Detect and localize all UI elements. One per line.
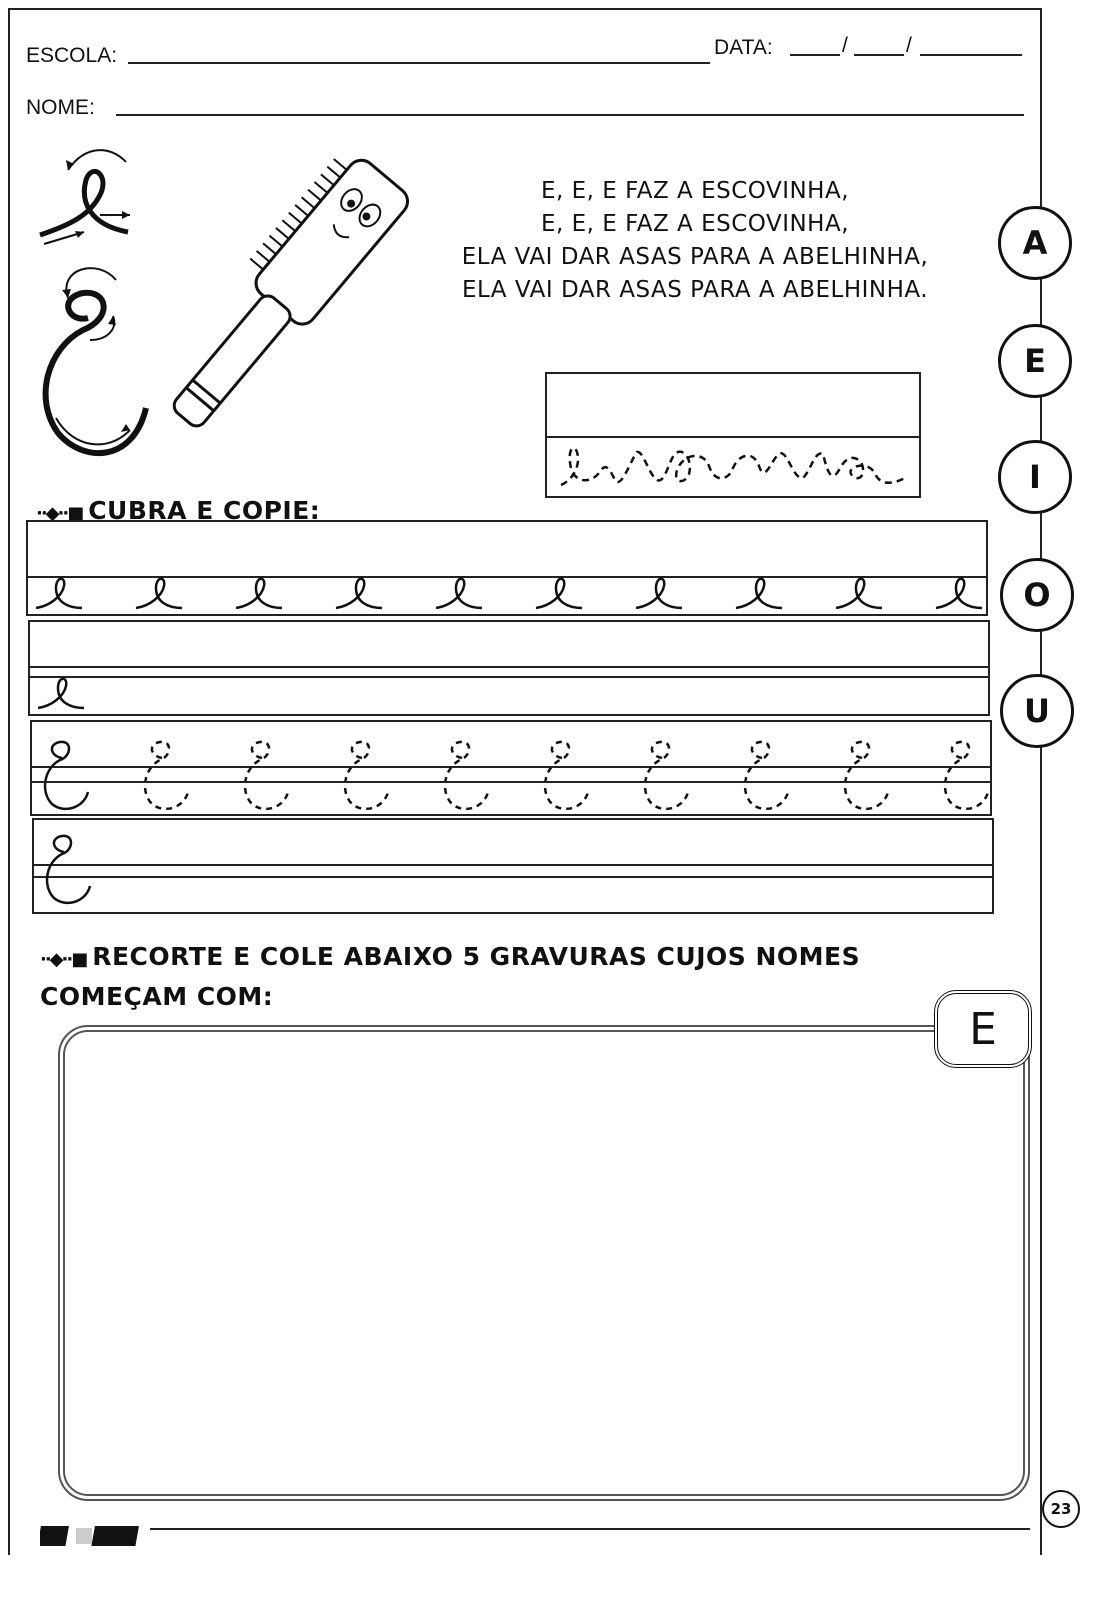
song-line: E, E, E FAZ A ESCOVINHA, bbox=[540, 178, 850, 204]
song-verse bbox=[395, 175, 995, 307]
school-label: ESCOLA: bbox=[26, 44, 118, 67]
vowel-i: I bbox=[998, 440, 1072, 514]
paste-instruction-line2: COMEÇAM COM: bbox=[40, 982, 274, 1011]
uppercase-E-model bbox=[34, 820, 114, 912]
paste-area[interactable] bbox=[58, 1025, 1030, 1501]
cursive-e-stroke-guide-icon bbox=[30, 140, 140, 250]
name-field[interactable] bbox=[116, 114, 1024, 116]
writing-row-lowercase-trace[interactable] bbox=[26, 520, 988, 616]
name-label: NOME: bbox=[26, 96, 95, 119]
date-month-field[interactable] bbox=[854, 54, 904, 56]
date-label: DATA: bbox=[714, 36, 773, 59]
uppercase-E-trace-marks bbox=[32, 722, 990, 814]
writing-row-uppercase-trace[interactable] bbox=[30, 720, 992, 816]
toothbrush-character-icon bbox=[150, 122, 430, 462]
date-separator: / bbox=[906, 34, 912, 57]
footer-rule bbox=[150, 1528, 1030, 1530]
cursive-E-stroke-guide-icon bbox=[28, 258, 158, 468]
publisher-logo-icon bbox=[40, 1520, 150, 1550]
target-letter-badge: E bbox=[934, 990, 1032, 1068]
date-separator: / bbox=[842, 34, 848, 57]
vowel-a: A bbox=[998, 206, 1072, 280]
paste-instruction-line1: ··◆··■ RECORTE E COLE ABAIXO 5 GRAVURAS CUJOS NOMES bbox=[40, 942, 861, 971]
lowercase-e-trace-marks bbox=[28, 574, 986, 614]
page-number: 23 bbox=[1042, 1490, 1080, 1528]
bullet-icon: ··◆··■ bbox=[36, 503, 83, 524]
copy-instruction: ··◆··■ CUBRA E COPIE: bbox=[36, 496, 321, 525]
song-line: E, E, E FAZ A ESCOVINHA, bbox=[540, 211, 850, 237]
song-line: ELA VAI DAR ASAS PARA A ABELHINHA. bbox=[461, 277, 929, 303]
escovinha-cursive-trace bbox=[553, 440, 913, 492]
song-line: ELA VAI DAR ASAS PARA A ABELHINHA, bbox=[461, 244, 929, 270]
word-trace-box[interactable] bbox=[545, 372, 921, 498]
bullet-icon: ··◆··■ bbox=[40, 949, 87, 970]
vowel-o: O bbox=[1000, 558, 1074, 632]
vowel-e: E bbox=[998, 324, 1072, 398]
date-day-field[interactable] bbox=[790, 54, 840, 56]
lowercase-e-model bbox=[30, 674, 110, 714]
date-year-field[interactable] bbox=[920, 54, 1022, 56]
writing-row-lowercase-copy[interactable] bbox=[28, 620, 990, 716]
writing-row-uppercase-copy[interactable] bbox=[32, 818, 994, 914]
vowel-u: U bbox=[1000, 674, 1074, 748]
school-field[interactable] bbox=[128, 62, 710, 64]
